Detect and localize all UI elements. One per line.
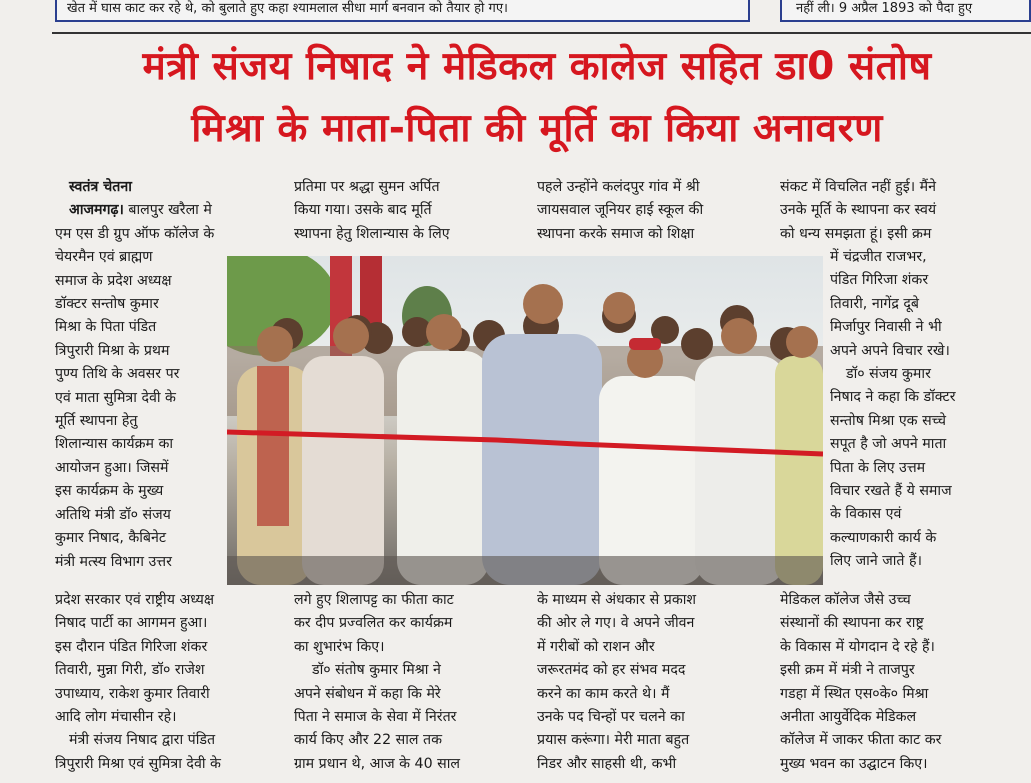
person-stole bbox=[257, 366, 289, 526]
col4-bottom-line-3: इसी क्रम में मंत्री ने ताजपुर bbox=[780, 662, 915, 679]
col2-line-2: स्थापना हेतु शिलान्यास के लिए bbox=[294, 225, 450, 242]
col4-mid-line-10: विचार रखते हैं ये समाज bbox=[830, 483, 952, 500]
article-column-3-bottom bbox=[537, 589, 767, 776]
col1-line-5: मिश्रा के पिता पंडित bbox=[55, 319, 157, 336]
col1-bottom-line-3: तिवारी, मुन्ना गिरी, डॉ० राजेश bbox=[55, 662, 205, 679]
col4-line-1: उनके मूर्ति के स्थापना कर स्वयं bbox=[780, 202, 937, 219]
col1-first-line bbox=[55, 199, 267, 222]
col4-mid-line-4: अपने अपने विचार रखे। bbox=[830, 342, 950, 359]
col1-line-9: मूर्ति स्थापना हेतु bbox=[55, 413, 138, 430]
col4-mid-line-12: कल्याणकारी कार्य के bbox=[830, 529, 937, 546]
col4-mid-line-13: लिए जाने जाते हैं। bbox=[830, 553, 922, 570]
col1-line-12: इस कार्यक्रम के मुख्य bbox=[55, 483, 164, 500]
top-strip-right-text: नहीं ली। 9 अप्रैल 1893 को पैदा हुए bbox=[796, 1, 973, 16]
col3-bottom-line-5: उनके पद चिन्हों पर चलने का bbox=[537, 709, 685, 726]
ground bbox=[227, 556, 823, 585]
col3-bottom-line-2: में गरीबों को राशन और bbox=[537, 638, 655, 655]
col4-mid-line-0: में चंद्रजीत राजभर, bbox=[830, 249, 927, 265]
red-cap bbox=[629, 338, 661, 350]
headline bbox=[52, 36, 1022, 160]
top-strip-left-text: खेत में घास काट कर रहे थे, को बुलाते हुए कहा श्यामलाल सीधा मार्ग बनवान को तैयार हो गए। bbox=[67, 1, 508, 16]
col4-mid-line-1: पंडित गिरिजा शंकर bbox=[830, 272, 929, 289]
col1-bottom-line-1: निषाद पार्टी का आगमन हुआ। bbox=[55, 615, 208, 632]
col4-mid-line-2: तिवारी, नागेंद्र दूबे bbox=[830, 295, 920, 312]
col1-bottom-line-2: इस दौरान पंडित गिरिजा शंकर bbox=[55, 638, 208, 655]
col3-bottom-line-3: जरूरतमंद को हर संभव मदद bbox=[537, 662, 686, 679]
col3-bottom-line-4: करने का काम करते थे। मैं bbox=[537, 685, 670, 702]
col4-mid-line-11: के विकास एवं bbox=[830, 506, 902, 523]
col1-bottom-line-6: मंत्री संजय निषाद द्वारा पंडित bbox=[69, 732, 216, 749]
col1-line-10: शिलान्यास कार्यक्रम का bbox=[55, 436, 174, 453]
col4-bottom-line-1: संस्थानों की स्थापना कर राष्ट्र bbox=[780, 615, 924, 632]
col4-mid-line-6: निषाद ने कहा कि डॉक्टर bbox=[830, 389, 956, 406]
col1-line-15: मंत्री मत्स्य विभाग उत्तर bbox=[55, 553, 172, 570]
col2-bottom-line-2: का शुभारंभ किए। bbox=[294, 638, 385, 655]
col2-bottom-line-3: डॉ० संतोष कुमार मिश्रा ने bbox=[312, 662, 441, 679]
col1-line-6: त्रिपुरारी मिश्रा के प्रथम bbox=[55, 342, 170, 359]
col1-line-0: बालपुर खरैला मे bbox=[128, 202, 212, 219]
article-column-4-bottom bbox=[780, 589, 1020, 776]
col4-mid-line-3: मिर्जापुर निवासी ने भी bbox=[830, 319, 942, 336]
col2-bottom-line-0: लगे हुए शिलापट्ट का फीता काट bbox=[294, 592, 454, 608]
col4-mid-line-9: पिता के लिए उत्तम bbox=[830, 459, 926, 476]
ribbon-cutting-photo bbox=[227, 256, 823, 585]
col3-bottom-line-0: के माध्यम से अंधकार से प्रकाश bbox=[537, 592, 697, 608]
col1-line-13: अतिथि मंत्री डॉ० संजय bbox=[55, 506, 171, 523]
col3-line-0: पहले उन्होंने कलंदपुर गांव में श्री bbox=[537, 179, 700, 195]
col4-bottom-line-0: मेडिकल कॉलेज जैसे उच्च bbox=[780, 592, 911, 608]
col1-line-4: डॉक्टर सन्तोष कुमार bbox=[55, 296, 159, 313]
col4-bottom-line-5: अनीता आयुर्वेदिक मेडिकल bbox=[780, 709, 917, 726]
col2-bottom-line-7: ग्राम प्रधान थे, आज के 40 साल bbox=[294, 755, 461, 772]
headline-line-2: मिश्रा के माता-पिता की मूर्ति का किया अनावरण bbox=[191, 106, 883, 151]
person-minister-blue-kurta bbox=[482, 334, 602, 585]
col1-bottom-line-7: त्रिपुरारी मिश्रा एवं सुमित्रा देवी के bbox=[55, 755, 221, 772]
col2-line-0: प्रतिमा पर श्रद्धा सुमन अर्पित bbox=[294, 179, 440, 195]
person-white-kurta-2 bbox=[599, 376, 704, 585]
col1-line-8: एवं माता सुमित्रा देवी के bbox=[55, 389, 176, 406]
col4-mid-line-7: सन्तोष मिश्रा एक सच्चे bbox=[830, 412, 947, 429]
col4-bottom-line-7: मुख्य भवन का उद्घाटन किए। bbox=[780, 755, 928, 772]
byline-source: स्वतंत्र चेतना bbox=[69, 179, 132, 195]
col4-line-0: संकट में विचलित नहीं हुई। मैंने bbox=[780, 179, 936, 195]
top-rule bbox=[52, 32, 1031, 34]
col1-bottom-line-0: प्रदेश सरकार एवं राष्ट्रीय अध्यक्ष bbox=[55, 592, 215, 608]
person-white-kurta bbox=[397, 351, 489, 585]
article-column-2-bottom bbox=[294, 589, 524, 776]
byline-place: आजमगढ़। bbox=[69, 202, 124, 219]
col3-bottom-line-6: प्रयास करूंगा। मेरी माता बहुत bbox=[537, 732, 690, 749]
col1-line-2: चेयरमैन एवं ब्राह्मण bbox=[55, 249, 153, 266]
headline-line-1: मंत्री संजय निषाद ने मेडिकल कालेज सहित डा0 संतोष bbox=[142, 44, 932, 89]
ribbon-cutting-illustration bbox=[227, 256, 823, 585]
col2-bottom-line-6: कार्य किए और 22 साल तक bbox=[294, 732, 443, 749]
col3-line-1: जायसवाल जूनियर हाई स्कूल की bbox=[537, 202, 704, 219]
col4-line-2: को धन्य समझता हूं। इसी क्रम bbox=[780, 225, 932, 242]
article-column-1-bottom bbox=[55, 589, 280, 776]
article-column-4-mid bbox=[830, 246, 1025, 574]
col3-bottom-line-1: की ओर ले गए। वे अपने जीवन bbox=[537, 615, 695, 632]
col1-line-11: आयोजन हुआ। जिसमें bbox=[55, 459, 169, 476]
col1-line-14: कुमार निषाद, कैबिनेट bbox=[55, 530, 167, 547]
article-column-2-top bbox=[294, 176, 524, 246]
col1-line-1: एम एस डी ग्रुप ऑफ कॉलेज के bbox=[55, 225, 215, 242]
person-white-shirt bbox=[695, 356, 785, 585]
col2-bottom-line-5: पिता ने समाज के सेवा में निरंतर bbox=[294, 709, 457, 726]
col2-bottom-line-4: अपने संबोधन में कहा कि मेरे bbox=[294, 685, 441, 702]
col4-bottom-line-4: गडहा में स्थित एस०के० मिश्रा bbox=[780, 685, 929, 702]
col2-line-1: किया गया। उसके बाद मूर्ति bbox=[294, 202, 432, 219]
col3-line-2: स्थापना करके समाज को शिक्षा bbox=[537, 225, 695, 242]
col1-bottom-line-5: आदि लोग मंचासीन रहे। bbox=[55, 709, 177, 726]
col1-line-7: पुण्य तिथि के अवसर पर bbox=[55, 366, 180, 383]
col1-bottom-line-4: उपाध्याय, राकेश कुमार तिवारी bbox=[55, 685, 210, 702]
person-yellow-shirt bbox=[775, 356, 823, 585]
article-column-4-top bbox=[780, 176, 1016, 246]
col4-bottom-line-2: के विकास में योगदान दे रहे हैं। bbox=[780, 638, 935, 655]
top-strip-right bbox=[780, 0, 1031, 22]
article-column-3-top bbox=[537, 176, 767, 246]
col2-bottom-line-1: कर दीप प्रज्वलित कर कार्यक्रम bbox=[294, 615, 453, 632]
person-check-shirt bbox=[302, 356, 384, 585]
col1-line-3: समाज के प्रदेश अध्यक्ष bbox=[55, 272, 172, 289]
top-strip-left bbox=[55, 0, 750, 22]
col4-mid-line-5: डॉ० संजय कुमार bbox=[846, 366, 931, 383]
col4-mid-line-8: सपूत है जो अपने माता bbox=[830, 436, 947, 453]
col4-bottom-line-6: कॉलेज में जाकर फीता काट कर bbox=[780, 732, 942, 749]
col3-bottom-line-7: निडर और साहसी थी, कभी bbox=[537, 755, 677, 772]
